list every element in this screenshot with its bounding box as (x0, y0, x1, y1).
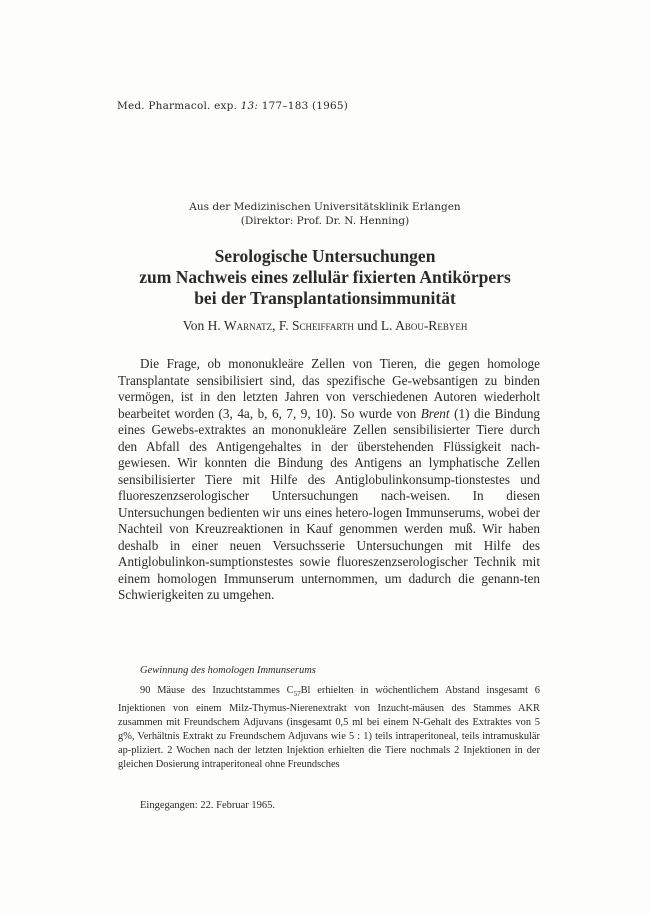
methods-paragraph (118, 684, 540, 772)
methods-text-part-1: 90 Mäuse des Inzuchtstammes C (140, 685, 294, 696)
introduction-paragraph (118, 356, 540, 604)
authors-prefix: Von (182, 318, 205, 333)
affiliation-line-1: Aus der Medizinischen Universitätsklinik Erlangen (189, 201, 461, 213)
title-line-2: zum Nachweis eines zellulär fixierten Antikörpers (139, 267, 511, 287)
section-subheading: Gewinnung des homologen Immunserums (140, 665, 316, 676)
authors-conjunction: und (357, 318, 378, 333)
author-1: H. Warnatz, (207, 318, 276, 333)
title-line-1: Serologische Untersuchungen (214, 246, 436, 266)
author-line (0, 318, 650, 334)
affiliation-line-2: (Direktor: Prof. Dr. N. Henning) (240, 215, 410, 227)
intro-text-part-2: (1) die Bindung eines Gewebs-extraktes an mononukleäre Zellen sensibilisierter Tiere durch den Abfall des Antigengehaltes in der überstehenden Flüssigkeit nach-gewiesen. Wir konnten die Bindung des Antigens an lymphatische Zellen sensibilisierter Tiere mit Hilfe des Antiglobulinkonsump-tionstestes und fluoreszenzserologischer Untersuchungen nach-weisen. In diesen Untersuchungen bedienten wir uns eines hetero-logen Immunserums, wobei der Nachteil von Kreuzreaktionen in Kauf genommen werden muß. Wir haben deshalb in einer neuen Versuchsserie Untersuchungen mit Hilfe des Antiglobulinkon-sumptionstestes sowie fluoreszenzserologischer Technik mit einem homologen Immunserum unternommen, um dadurch die genann-ten Schwierigkeiten zu umgehen. (118, 405, 541, 602)
methods-text-part-2: Bl erhielten in wöchentlichem Abstand insgesamt 6 Injektionen von einem Milz-Thymus-Nierenextrakt von Inzucht-mäusen des Stammes AKR zusammen mit Freundschem Adjuvans (insgesamt 0,5 ml bei einem N-Gehalt des Extraktes von 5 g%, Verhältnis Extrakt zu Freundschem Adjuvans wie 5 : 1) teils intraperitoneal, teils intramuskulär ap-pliziert. 2 Wochen nach der letzten Injektion erhielten die Tiere nochmals 2 Injektionen in der gleichen Dosierung intraperitoneal ohne Freundsches (118, 685, 540, 770)
strain-subscript: 57 (293, 690, 301, 699)
citation-volume: 13: (240, 100, 259, 112)
journal-citation (117, 100, 348, 112)
citation-pages-year: 177–183 (1965) (261, 100, 349, 112)
title-line-3: bei der Transplantationsimmunität (194, 288, 456, 308)
received-date: Eingegangen: 22. Februar 1965. (140, 800, 276, 811)
citation-prefix: Med. Pharmacol. exp. (117, 100, 238, 112)
intro-text-part-1: Die Frage, ob mononukleäre Zellen von Tieren, die gegen homologe Transplantate sensibilisiert sind, das spezifische Ge-websantigen zu binden vermögen, ist in den letzten Jahren von verschiedenen Autoren wiederholt bearbeitet worden (3, 4a, b, 6, 7, 9, 10). So wurde von (118, 356, 540, 421)
author-2: F. Scheiffarth (278, 318, 354, 333)
author-3: L. Abou-Rebyeh (380, 318, 468, 333)
cited-author-brent: Brent (420, 405, 450, 421)
